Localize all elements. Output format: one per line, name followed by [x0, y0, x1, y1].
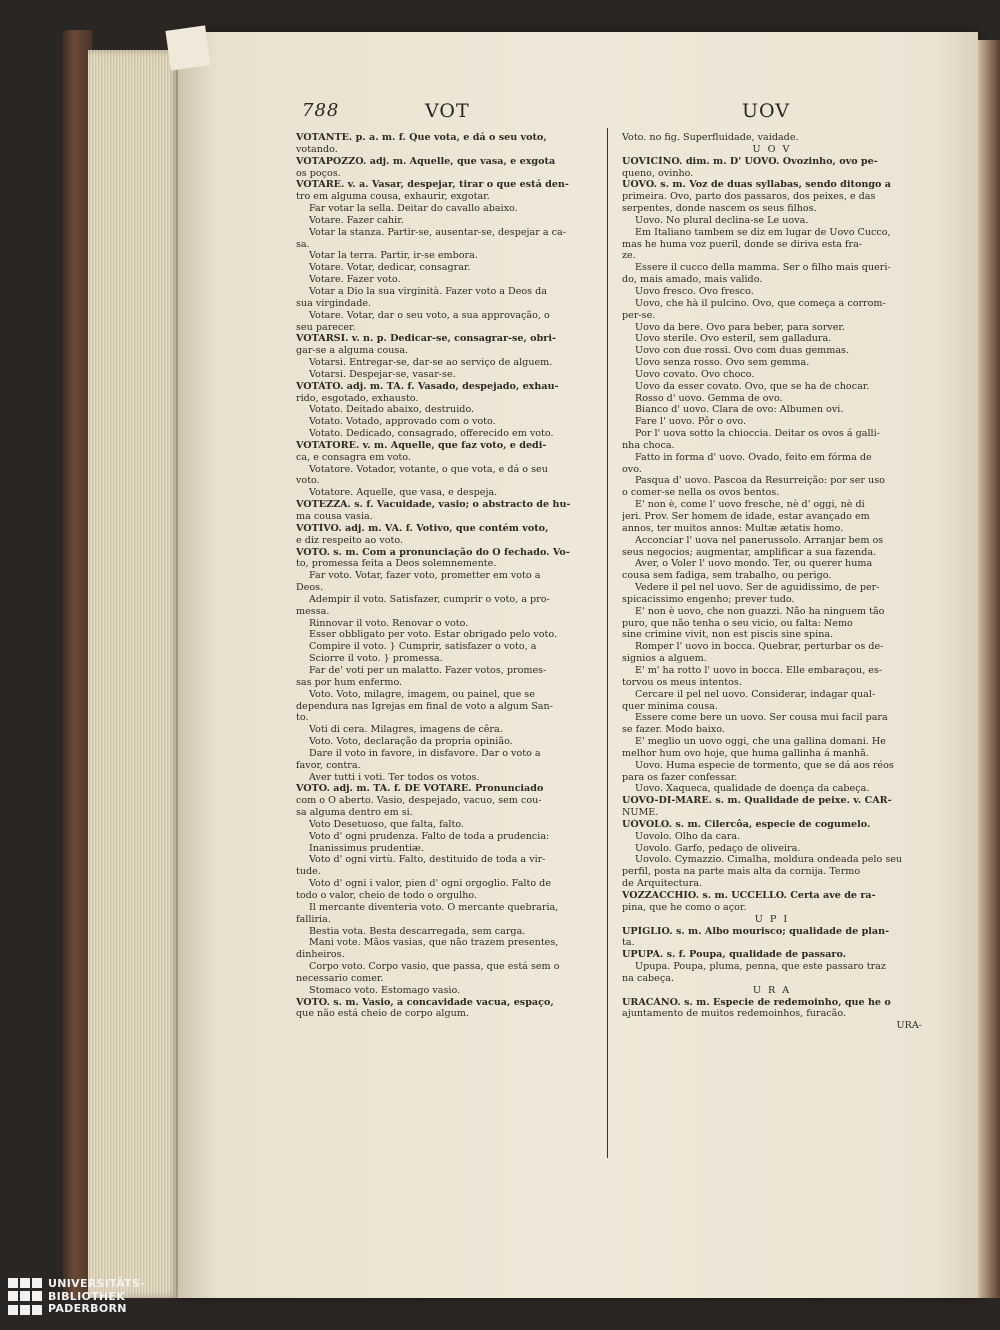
text-line: Sciorre il voto. } promessa.	[309, 653, 443, 665]
text-line: de Arquitectura.	[622, 878, 703, 890]
text-line: o comer-se nella os ovos bentos.	[622, 487, 780, 499]
text-line: jeri. Prov. Ser homem de idade, estar avançado em	[622, 511, 870, 522]
text-line: os poços.	[296, 167, 341, 179]
text-line: Votato. Deitado abaixo, destruido.	[309, 404, 475, 416]
text-line: Aver tutti i voti. Ter todos os votos.	[309, 771, 480, 783]
text-line: Aver, o Voler l' uovo mondo. Ter, ou querer huma	[635, 558, 873, 570]
dictionary-column-right	[622, 132, 922, 1032]
text-line: tude.	[296, 866, 321, 878]
text-line: sa alguma dentro em si.	[296, 807, 413, 819]
page-number: 788	[302, 100, 340, 121]
text-line: UPÌGLIO. s. m. Albo mourisco; qualidade de plan-	[622, 925, 890, 937]
text-line: sa.	[296, 238, 310, 250]
text-line: Stomaco voto. Estomago vasio.	[309, 984, 461, 996]
text-line: Votatore. Votador, votante, o que vota, e dá o seu	[309, 463, 548, 475]
text-line: VOTO. s. m. Vasio, a concavidade vacua, espaço,	[296, 996, 554, 1008]
text-line: sine crimine vivit, non est piscis sine spina.	[622, 629, 834, 641]
text-line: seus negocios; augmentar, amplificar a sua fazenda.	[622, 546, 877, 558]
text-line: Bianco d' uovo. Clara de ovo: Albumen ovi.	[635, 404, 844, 416]
text-line: UOVO. s. m. Voz de duas syllabas, sendo ditongo a	[622, 179, 891, 191]
text-line: Far votar la sella. Deitar do cavallo abaixo.	[309, 203, 518, 215]
text-line: sua virgindade.	[296, 297, 372, 309]
text-line: torvou os meus intentos.	[622, 676, 742, 688]
text-line: Votare. Votar, dar o seu voto, a sua approvação, o	[309, 309, 550, 321]
text-line: Uovo da esser covato. Ovo, que se ha de chocar.	[635, 380, 870, 392]
text-line: perfil, posta na parte mais alta da cornija. Termo	[622, 866, 861, 878]
text-line: Uovo. Xaqueca, qualidade de doença da cabeça.	[635, 783, 870, 795]
text-line: Rinnovar il voto. Renovar o voto.	[309, 617, 469, 629]
facing-page-edge	[978, 40, 1000, 1298]
text-line: VOTO. adj. m. TA. f. DE VOTARE. Pronunciado	[296, 783, 544, 795]
text-line: Uovolo. Olho da cara.	[635, 830, 741, 842]
text-line: E' non è uovo, che non guazzi. Não ha ninguem tão	[635, 605, 885, 617]
text-line: Em Italiano tambem se diz em lugar de Uovo Cucco,	[635, 226, 891, 238]
text-line: VOZZACCHIO. s. m. UCCELLO. Certa ave de ra-	[622, 890, 876, 901]
text-line: U R A	[752, 984, 792, 996]
text-line: Votarsi. Entregar-se, dar-se ao serviço de alguem.	[309, 357, 553, 369]
logo-line-2: BIBLIOTHEK	[48, 1289, 126, 1303]
text-line: na cabeça.	[622, 972, 675, 984]
text-line: U P I	[754, 913, 790, 925]
running-head-right: UOV	[742, 100, 790, 122]
text-line: ta.	[622, 937, 635, 949]
text-line: dependura nas Igrejas em final de voto a algum San-	[296, 700, 553, 712]
text-line: annos, ter muitos annos: Multæ ætatis homo.	[622, 522, 844, 534]
text-line: Voto d' ogni i valor, pien d' ogni orgoglio. Falto de	[309, 878, 551, 890]
text-line: Uovo sterile. Ovo esteril, sem galladura.	[635, 333, 832, 345]
text-line: queno, ovinho.	[622, 167, 694, 179]
text-line: VOTÀTO. adj. m. TA. f. Vasado, despejado, exhau-	[296, 380, 559, 392]
text-line: Vedere il pel nel uovo. Ser de aguidissimo, de per-	[635, 582, 880, 594]
text-line: Uovo da bere. Ovo para beber, para sorver.	[635, 321, 845, 333]
text-line: mas he huma voz pueril, donde se diriva esta fra-	[622, 238, 863, 250]
text-line: votando.	[296, 143, 338, 155]
text-line: sas por hum enfermo.	[296, 676, 403, 688]
text-line: falliria.	[296, 913, 331, 925]
text-line: Voto Desetuoso, que falta, falto.	[309, 818, 464, 830]
text-line: Voto d' ogni virtù. Falto, destituido de toda a vir-	[309, 854, 546, 866]
paper-tab	[165, 25, 210, 70]
text-line: melhor hum ovo hoje, que huma gallinha á manhã.	[622, 747, 869, 759]
text-line: VOTARE. v. a. Vasar, despejar, tirar o que está den-	[296, 179, 569, 191]
text-line: E' meglio un uovo oggi, che una gallina domani. He	[635, 736, 886, 748]
text-line: Votato. Votado, approvado com o voto.	[309, 416, 496, 428]
text-line: Mani vote. Mãos vasias, que não trazem presentes,	[309, 937, 559, 949]
text-line: dinheiros.	[296, 949, 345, 961]
text-line: Uovo covato. Ovo choco.	[635, 368, 755, 380]
text-line: VOTANTE. p. a. m. f. Que vota, e dá o seu voto,	[296, 132, 547, 143]
text-line: nha choca.	[622, 439, 675, 451]
text-line: Fare l' uovo. Pôr o ovo.	[635, 416, 747, 428]
text-line: Adempir il voto. Satisfazer, cumprir o voto, a pro-	[309, 593, 550, 605]
text-line: VOTEZZA. s. f. Vacuidade, vasio; o abstracto de hu-	[296, 499, 571, 511]
text-line: todo o valor, cheio de todo o orgulho.	[296, 890, 478, 901]
text-line: Fatto in forma d' uovo. Ovado, feito em fórma de	[635, 451, 872, 463]
text-line: Votar la terra. Partir, ir-se embora.	[309, 250, 478, 262]
library-logo-text	[48, 1278, 145, 1316]
text-line: tro em alguma cousa, exhaurir, exgotar.	[296, 191, 490, 203]
text-line: que não está cheio de corpo algum.	[296, 1008, 469, 1020]
text-line: gar-se a alguma cousa.	[296, 345, 409, 357]
text-line: Votatore. Aquelle, que vasa, e despeja.	[309, 487, 498, 499]
text-line: ca, e consagra em voto.	[296, 451, 411, 463]
text-line: Romper l' uovo in bocca. Quebrar, perturbar os de-	[635, 641, 884, 653]
text-line: Far voto. Votar, fazer voto, prometter em voto a	[309, 570, 541, 582]
text-line: voto.	[296, 475, 320, 487]
text-line: UÒVOLO. s. m. Cilercôa, especie de cogumelo.	[622, 818, 871, 830]
text-line: UPUPA. s. f. Poupa, qualidade de passaro.	[622, 949, 847, 961]
text-line: Essere come bere un uovo. Ser cousa mui facil para	[635, 712, 888, 724]
text-line: Votar la stanza. Partir-se, ausentar-se, despejar a ca-	[309, 226, 566, 238]
text-line: Far de' voti per un malatto. Fazer votos, promes-	[309, 664, 547, 676]
text-line: favor, contra.	[296, 759, 361, 771]
text-line: VOTATORE. v. m. Aquelle, que faz voto, e dedi-	[296, 439, 547, 451]
text-line: Uovo. No plural declina-se Le uova.	[635, 214, 809, 226]
text-line: puro, que não tenha o seu vicio, ou falta: Nemo	[622, 617, 853, 629]
text-line: Votare. Votar, dedicar, consagrar.	[309, 262, 471, 274]
text-line: UOVO-DI-MARE. s. m. Qualidade de peixe. v. CAR-	[622, 795, 892, 807]
text-line: ajuntamento de muitos redemoinhos, furacão.	[622, 1008, 847, 1020]
text-line: Inanissimus prudentiæ.	[309, 842, 424, 854]
text-line: Pasqua d' uovo. Pascoa da Resurreição: por ser uso	[635, 475, 885, 487]
text-line: E' m' ha rotto l' uovo in bocca. Elle embaraçou, es-	[635, 664, 883, 676]
text-line: Voto. Voto, declaração da propria opinião.	[309, 736, 513, 748]
text-line: per-se.	[622, 309, 656, 321]
text-line: serpentes, donde nascem os seus filhos.	[622, 203, 817, 215]
text-line: Esser obbligato per voto. Estar obrigado pelo voto.	[309, 629, 558, 641]
text-line: VOTARSI. v. n. p. Dedicar-se, consagrar-se, obri-	[296, 333, 556, 345]
dictionary-column-left	[296, 132, 600, 1020]
text-line: Acconciar l' uova nel panerussolo. Arranjar bem os	[635, 534, 884, 546]
text-line: cousa sem fadiga, sem trabalho, ou perigo.	[622, 570, 832, 582]
text-line: necessario comer.	[296, 972, 384, 984]
text-line: Uovo senza rosso. Ovo sem gemma.	[635, 357, 810, 369]
text-line: primeira. Ovo, parto dos passaros, dos peixes, e das	[622, 191, 876, 203]
text-line: U O V	[752, 143, 792, 155]
text-line: Votare. Fazer voto.	[309, 274, 401, 286]
text-line: para os fazer confessar.	[622, 771, 738, 783]
logo-line-3: PADERBORN	[48, 1302, 127, 1316]
text-line: VOTAPOZZO. adj. m. Aquelle, que vasa, e exgota	[296, 155, 556, 167]
logo-line-1: UNIVERSITÄTS-	[48, 1277, 145, 1291]
text-line: Voto d' ogni prudenza. Falto de toda a prudencia:	[309, 830, 550, 842]
text-line: Votar a Dio la sua virginità. Fazer voto a Deos da	[309, 285, 548, 297]
text-line: se fazer. Modo baixo.	[622, 724, 725, 736]
text-line: to.	[296, 712, 309, 724]
text-line: Por l' uova sotto la chioccia. Deitar os ovos á galli-	[635, 428, 880, 440]
library-logo-mark	[8, 1278, 42, 1316]
text-line: messa.	[296, 605, 330, 617]
text-line: Upupa. Poupa, pluma, penna, que este passaro traz	[635, 961, 886, 973]
text-line: ma cousa vasia.	[296, 511, 373, 522]
text-line: Voto. Voto, milagre, imagem, ou painel, que se	[309, 688, 535, 700]
page-stack-edge	[88, 50, 184, 1298]
text-line: Compire il voto. } Cumprir, satisfazer o voto, a	[309, 641, 537, 653]
text-line: VOTO. s. m. Com a pronunciação do O fechado. Vo-	[296, 546, 570, 558]
text-line: UOVICÌNO. dim. m. D' UOVO. Ovozinho, ovo pe-	[622, 155, 878, 167]
text-line: Il mercante diventeria voto. O mercante quebraria,	[309, 901, 559, 913]
text-line: Uovolo. Cymazzio. Cimalha, moldura ondeada pelo seu	[635, 854, 903, 866]
text-line: Deos.	[296, 582, 324, 594]
text-line: URA-	[896, 1020, 922, 1032]
text-line: Votato. Dedicado, consagrado, offerecido em voto.	[309, 428, 554, 440]
text-line: ovo.	[622, 463, 642, 475]
text-line: Rosso d' uovo. Gemma de ovo.	[635, 392, 783, 404]
text-line: pina, que he como o açor.	[622, 901, 747, 913]
text-line: URACÀNO. s. m. Especie de redemoinho, que he o	[622, 996, 891, 1008]
library-logo	[8, 1278, 145, 1316]
text-line: Cercare il pel nel uovo. Considerar, indagar qual-	[635, 688, 876, 700]
text-line: Voti di cera. Milagres, imagens de cêra.	[309, 724, 503, 736]
running-head-left: VOT	[425, 100, 470, 122]
text-line: Votarsi. Despejar-se, vasar-se.	[309, 368, 456, 380]
text-line: NUME.	[622, 807, 659, 819]
text-line: do, mais amado, mais valido.	[622, 274, 763, 286]
text-line: E' non è, come l' uovo fresche, nè d' oggi, nè di	[635, 499, 865, 511]
text-line: e diz respeito ao voto.	[296, 534, 404, 546]
text-line: Dare il voto in favore, in disfavore. Dar o voto a	[309, 747, 541, 759]
text-line: Uovo fresco. Ovo fresco.	[635, 285, 754, 297]
text-line: Uovolo. Garfo, pedaço de oliveira.	[635, 842, 801, 854]
text-line: Corpo voto. Corpo vasio, que passa, que está sem o	[309, 961, 560, 973]
text-line: rido, esgotado, exhausto.	[296, 392, 419, 404]
column-divider	[607, 128, 608, 1158]
text-line: quer minima cousa.	[622, 700, 718, 712]
text-line: seu parecer.	[296, 321, 356, 333]
text-line: Uovo, che hà il pulcino. Ovo, que começa a corrom-	[635, 297, 886, 309]
text-line: com o O aberto. Vasio, despejado, vacuo, sem cou-	[296, 795, 542, 807]
text-line: Votare. Fazer cahir.	[309, 214, 404, 226]
text-line: ze.	[622, 250, 636, 262]
text-line: Essere il cucco della mamma. Ser o filho mais queri-	[635, 262, 891, 274]
text-line: to, promessa feita a Deos solemnemente.	[296, 558, 497, 570]
text-line: signios a alguem.	[622, 653, 707, 665]
text-line: Uovo con due rossi. Ovo com duas gemmas.	[635, 345, 850, 357]
text-line: spicacissimo engenho; prever tudo.	[622, 593, 795, 605]
text-line: Uovo. Huma especie de tormento, que se dá aos réos	[635, 759, 894, 771]
text-line: Bestia vota. Besta descarregada, sem carga.	[309, 925, 526, 937]
text-line: VOTÌVO. adj. m. VA. f. Votivo, que contém voto,	[296, 522, 549, 534]
text-line: Voto. no fig. Superfluidade, vaidade.	[622, 132, 799, 143]
